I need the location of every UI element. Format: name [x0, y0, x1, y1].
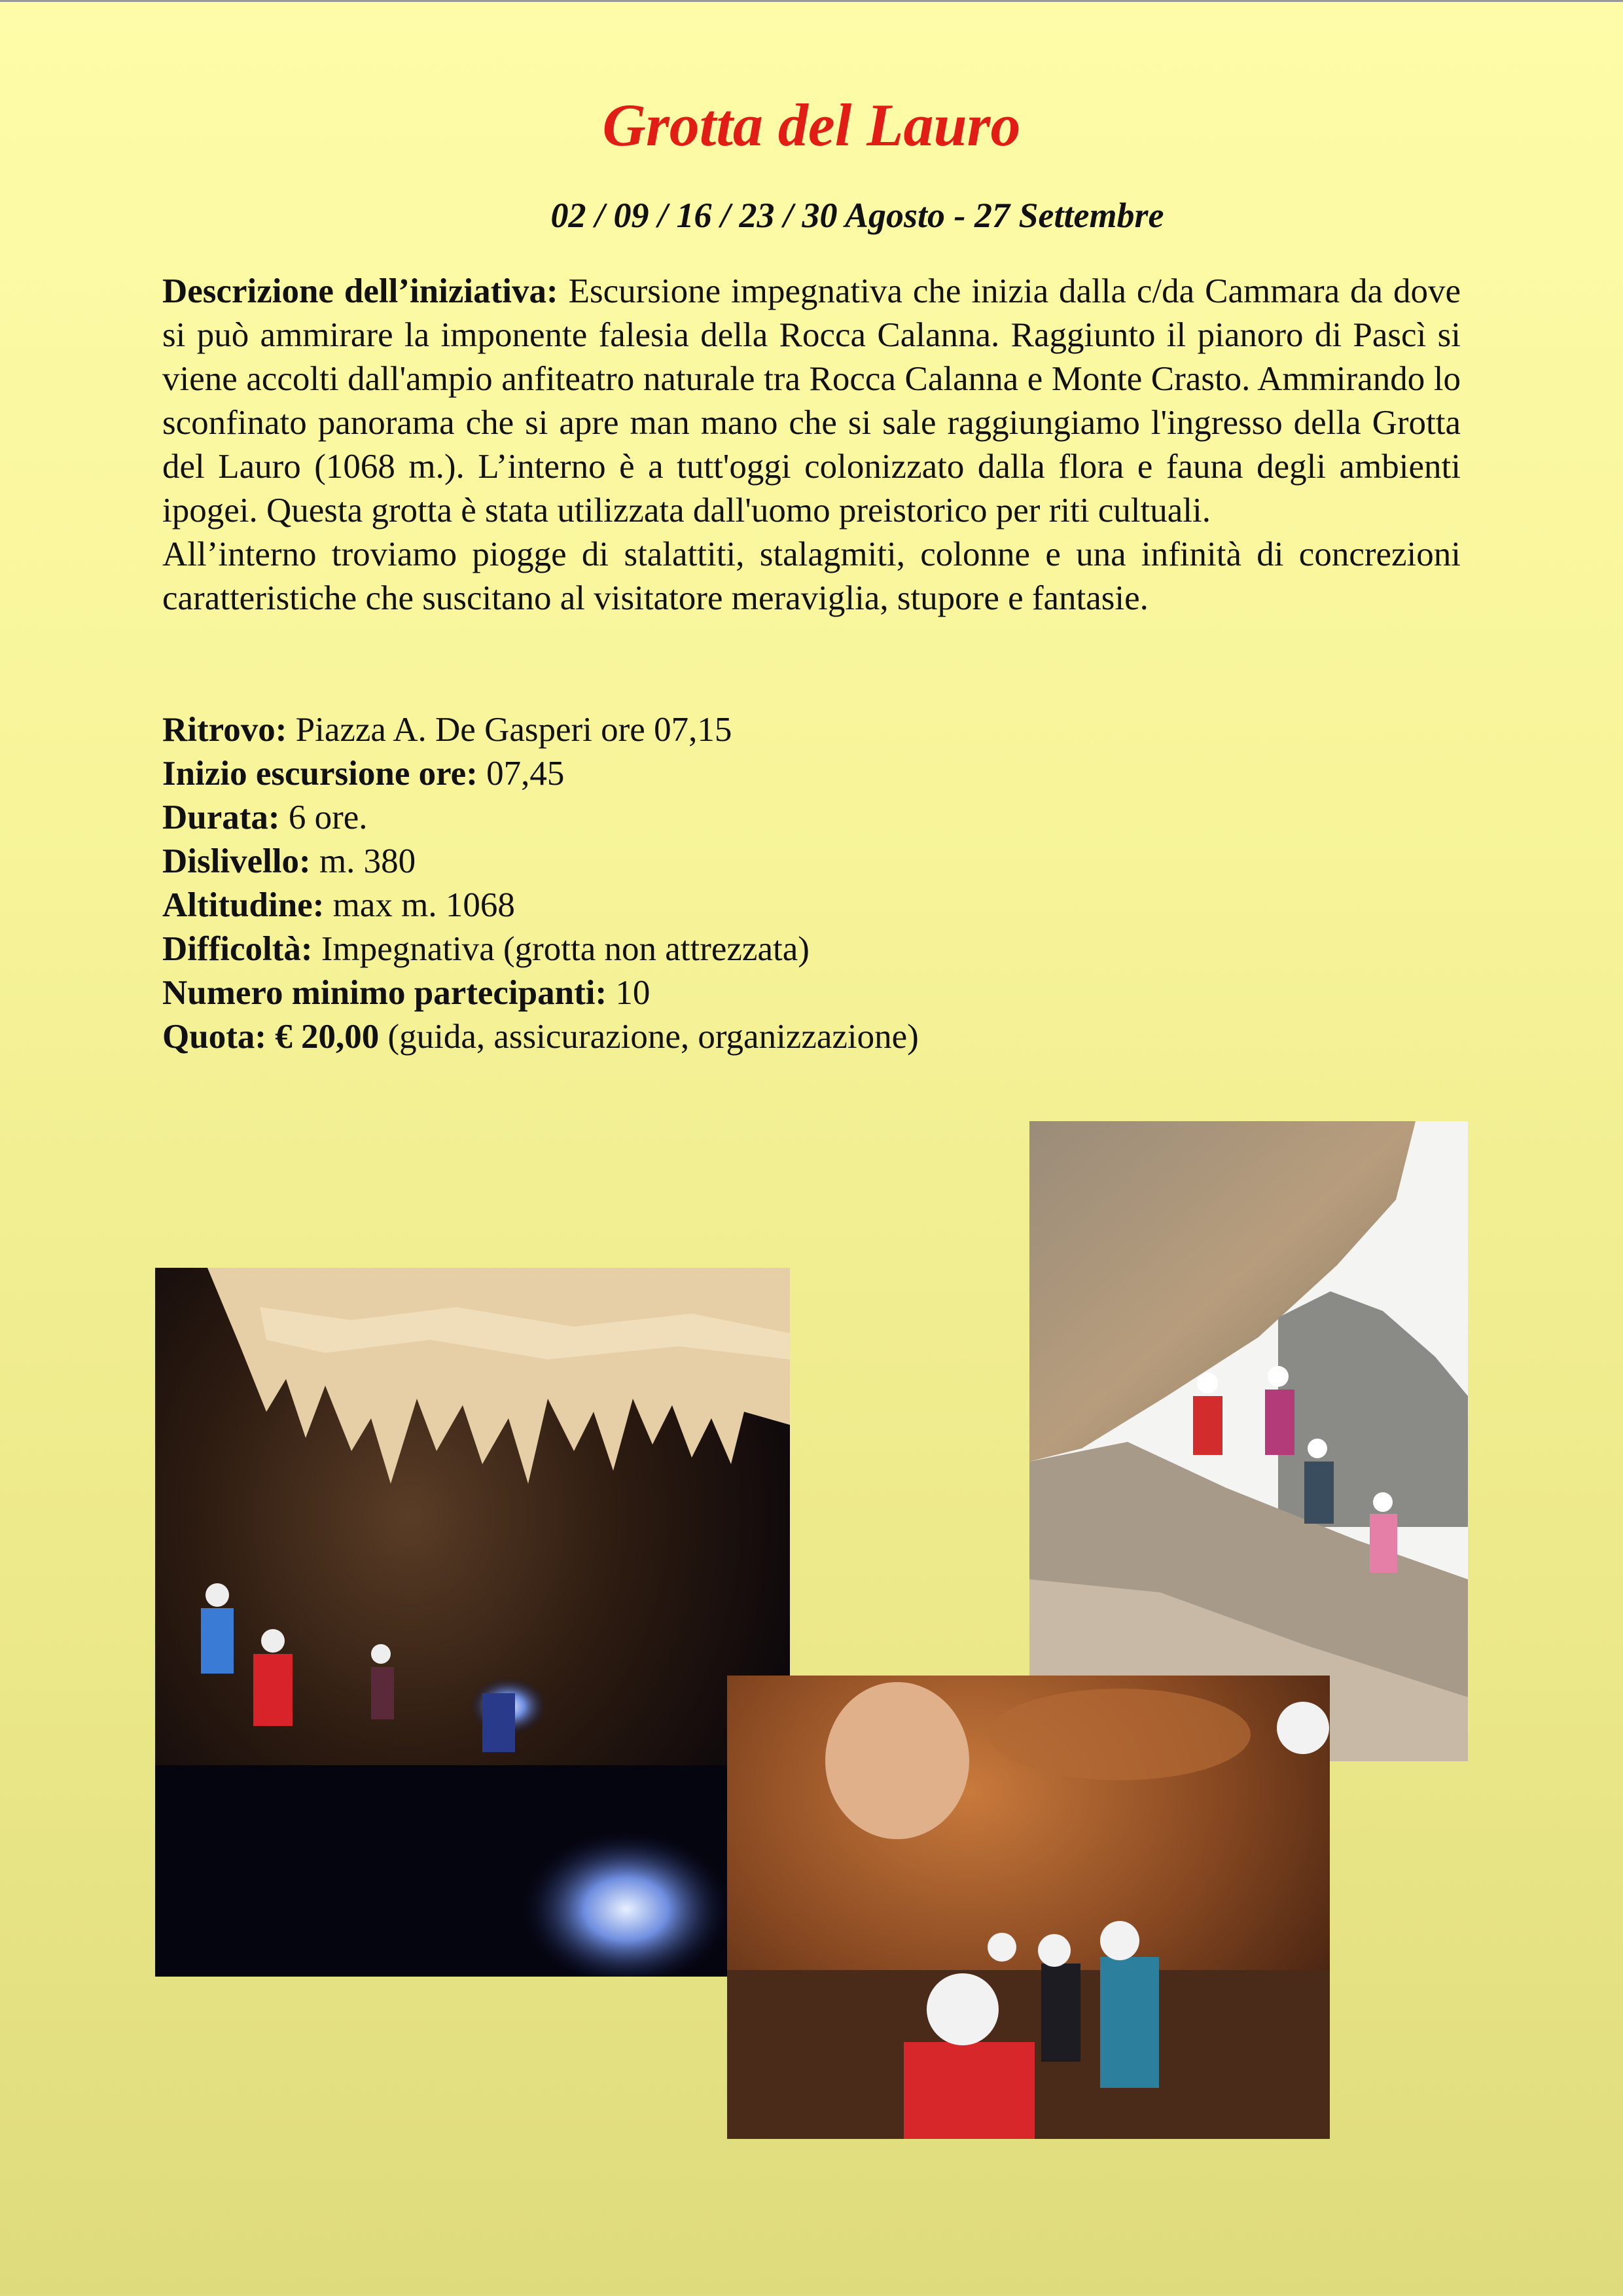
detail-label: Altitudine:	[162, 886, 325, 924]
detail-label: Durata:	[162, 798, 280, 836]
description-block	[162, 270, 1461, 620]
detail-label: Numero minimo partecipanti:	[162, 974, 607, 1012]
detail-label: Difficoltà:	[162, 930, 313, 968]
detail-value: Impegnativa (grotta non attrezzata)	[312, 930, 810, 968]
detail-label: Ritrovo:	[162, 711, 287, 749]
detail-label: Inizio escursione ore:	[162, 755, 478, 793]
detail-value: 6 ore.	[279, 798, 368, 836]
detail-fee	[162, 1015, 1461, 1059]
details-list	[162, 708, 1461, 1059]
event-dates: 02 / 09 / 16 / 23 / 30 Agosto - 27 Settembre	[550, 196, 1164, 235]
top-border	[0, 0, 1623, 2]
detail-value: m. 380	[310, 842, 416, 880]
detail-value: 10	[607, 974, 651, 1012]
detail-altitude	[162, 884, 1461, 927]
detail-elevation-gain	[162, 840, 1461, 884]
description-text: Escursione impegnativa che inizia dalla c/da Cammara da dove si può ammirare la imponente falesia della Rocca Calanna. Raggiunto il pianoro di Pascì si viene accolti dall'ampio anfiteatro naturale tra Rocca Calanna e Monte Crasto. Ammirando lo sconfinato panorama che si apre man mano che si sale raggiungiamo l'ingresso della Grotta del Lauro (1068 m.). L’interno è a tutt'oggi colonizzato dalla flora e fauna degli ambienti ipogei. Questa grotta è stata utilizzata dall'uomo preistorico per riti cultuali.	[162, 272, 1461, 529]
description-label: Descrizione dell’iniziativa:	[162, 272, 558, 310]
photo-cave-stalactites	[155, 1268, 790, 1977]
detail-value: Piazza A. De Gasperi ore 07,15	[287, 711, 732, 749]
detail-difficulty	[162, 927, 1461, 971]
photo-cavers-inside	[727, 1676, 1330, 2139]
detail-value: (guida, assicurazione, organizzazione)	[379, 1018, 919, 1056]
detail-min-participants	[162, 971, 1461, 1015]
detail-label: Dislivello:	[162, 842, 311, 880]
detail-meeting-point	[162, 708, 1461, 752]
detail-value: max m. 1068	[324, 886, 515, 924]
detail-duration	[162, 796, 1461, 840]
detail-start-time	[162, 752, 1461, 796]
detail-label: Quota: € 20,00	[162, 1018, 380, 1056]
page-title: Grotta del Lauro	[602, 92, 1021, 158]
photo-hikers-rock-face	[1029, 1121, 1468, 1761]
description-text-2: All’interno troviamo piogge di stalattiti, stalagmiti, colonne e una infinità di concrezioni caratteristiche che suscitano al visitatore meraviglia, stupore e fantasie.	[162, 535, 1461, 617]
detail-value: 07,45	[477, 755, 565, 793]
